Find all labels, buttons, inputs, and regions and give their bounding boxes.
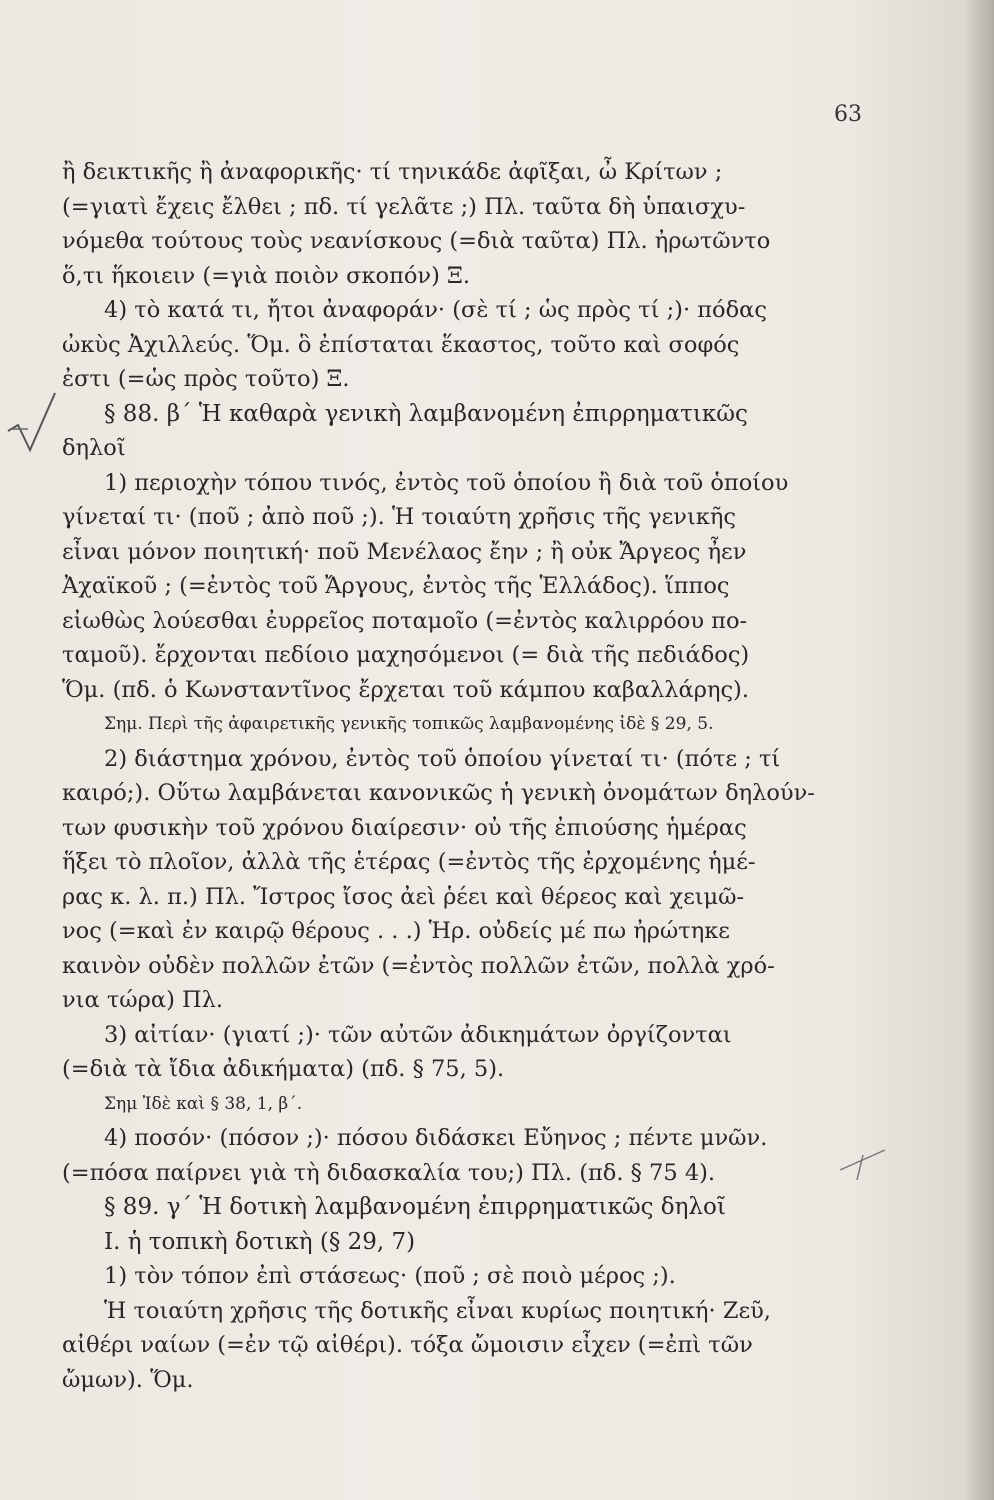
- page-number: 63: [834, 102, 862, 127]
- text-line: 2) διάστημα χρόνου, ἐντὸς τοῦ ὁποίου γίνεταί τι· (πότε ; τί: [104, 745, 781, 772]
- text-line: αἰθέρι ναίων (=ἐν τῷ αἰθέρι). τόξα ὤμοισιν εἶχεν (=ἐπὶ τῶν: [62, 1332, 753, 1358]
- text-line: εἶναι μόνον ποιητική· ποῦ Μενέλαος ἔην ; ἢ οὐκ Ἄργεος ἦεν: [62, 538, 747, 565]
- text-line: ταμοῦ). ἔρχονται πεδίοιο μαχησόμενοι (= διὰ τῆς πεδιάδος): [62, 642, 750, 668]
- text-line: ὠκὺς Ἀχιλλεύς. Ὅμ. ὃ ἐπίσταται ἕκαστος, τοῦτο καὶ σοφός: [62, 331, 740, 358]
- section-heading: § 89. γ΄ Ἡ δοτικὴ λαμβανομένη ἐπιρρηματικῶς δηλοῖ: [104, 1194, 726, 1220]
- subsection-heading: Ι. ἡ τοπικὴ δοτικὴ (§ 29, 7): [104, 1228, 416, 1255]
- text-line: γίνεταί τι· (ποῦ ; ἀπὸ ποῦ ;). Ἡ τοιαύτη χρῆσις τῆς γενικῆς: [62, 504, 736, 530]
- page-edge-shadow: [964, 0, 994, 1500]
- note-line: Σημ. Περὶ τῆς ἀφαιρετικῆς γενικῆς τοπικῶς λαμβανομένης ἰδὲ § 29, 5.: [104, 714, 714, 734]
- text-line: ἐστι (=ὡς πρὸς τοῦτο) Ξ.: [62, 366, 350, 392]
- text-line: (=γιατὶ ἔχεις ἔλθει ; πδ. τί γελᾶτε ;) Πλ. ταῦτα δὴ ὑπαισχυ-: [62, 193, 746, 220]
- text-line: (=πόσα παίρνει γιὰ τὴ διδασκαλία του;) Πλ. (πδ. § 75 4).: [62, 1159, 716, 1186]
- text-line: ἥξει τὸ πλοῖον, ἀλλὰ τῆς ἑτέρας (=ἐντὸς τῆς ἐρχομένης ἡμέ-: [62, 849, 756, 875]
- section-heading: § 88. β΄ Ἡ καθαρὰ γενικὴ λαμβανομένη ἐπιρρηματικῶς: [104, 400, 748, 427]
- text-line: Ὅμ. (πδ. ὁ Κωνσταντῖνος ἔρχεται τοῦ κάμπου καβαλλάρης).: [62, 676, 749, 703]
- text-line: νόμεθα τούτους τοὺς νεανίσκους (=διὰ ταῦτα) Πλ. ἠρωτῶντο: [62, 228, 771, 254]
- note-line: Σημ Ἰδὲ καὶ § 38, 1, β΄.: [104, 1093, 303, 1114]
- text-line: 1) τὸν τόπον ἐπὶ στάσεως· (ποῦ ; σὲ ποιὸ μέρος ;).: [104, 1263, 676, 1289]
- text-line: Ἀχαϊκοῦ ; (=ἐντὸς τοῦ Ἄργους, ἐντὸς τῆς Ἑλλάδος). ἵππος: [62, 573, 730, 599]
- text-line: Ἡ τοιαύτη χρῆσις τῆς δοτικῆς εἶναι κυρίως ποιητική· Ζεῦ,: [104, 1297, 771, 1324]
- text-line: 3) αἰτίαν· (γιατί ;)· τῶν αὐτῶν ἀδικημάτων ὀργίζονται: [104, 1021, 732, 1048]
- text-line: ὤμων). Ὅμ.: [62, 1366, 194, 1393]
- text-line: ὅ,τι ἥκοιειν (=γιὰ ποιὸν σκοπόν) Ξ.: [62, 262, 471, 289]
- text-line: (=διὰ τὰ ἴδια ἀδικήματα) (πδ. § 75, 5).: [62, 1056, 505, 1082]
- text-line: 4) ποσόν· (πόσον ;)· πόσου διδάσκει Εὔηνος ; πέντε μνῶν.: [104, 1125, 768, 1151]
- text-line: 4) τὸ κατά τι, ἤτοι ἀναφοράν· (σὲ τί ; ὡς πρὸς τί ;)· πόδας: [104, 297, 767, 323]
- text-line: καιρό;). Οὕτω λαμβάνεται κανονικῶς ἡ γενικὴ ὀνομάτων δηλούν-: [62, 780, 815, 806]
- text-line: δηλοῖ: [62, 435, 126, 461]
- text-line: καινὸν οὐδὲν πολλῶν ἐτῶν (=ἐντὸς πολλῶν ἐτῶν, πολλὰ χρό-: [62, 952, 775, 979]
- body-text: [62, 155, 874, 1397]
- text-line: νος (=καὶ ἐν καιρῷ θέρους . . .) Ἡρ. οὐδείς μέ πω ἠρώτηκε: [62, 918, 730, 944]
- text-line: εἰωθὼς λούεσθαι ἐυρρεῖος ποταμοῖο (=ἐντὸς καλιρρόου πο-: [62, 607, 748, 634]
- text-line: των φυσικὴν τοῦ χρόνου διαίρεσιν· οὐ τῆς ἐπιούσης ἡμέρας: [62, 814, 747, 841]
- text-line: 1) περιοχὴν τόπου τινός, ἐντὸς τοῦ ὁποίου ἢ διὰ τοῦ ὁποίου: [104, 469, 789, 496]
- text-line: ἢ δεικτικῆς ἢ ἀναφορικῆς· τί τηνικάδε ἀφῖξαι, ὦ Κρίτων ;: [62, 159, 723, 185]
- text-line: ρας κ. λ. π.) Πλ. Ἴστρος ἴσος ἀεὶ ῥέει καὶ θέρεος καὶ χειμῶ-: [62, 883, 745, 910]
- text-line: νια τώρα) Πλ.: [62, 987, 224, 1013]
